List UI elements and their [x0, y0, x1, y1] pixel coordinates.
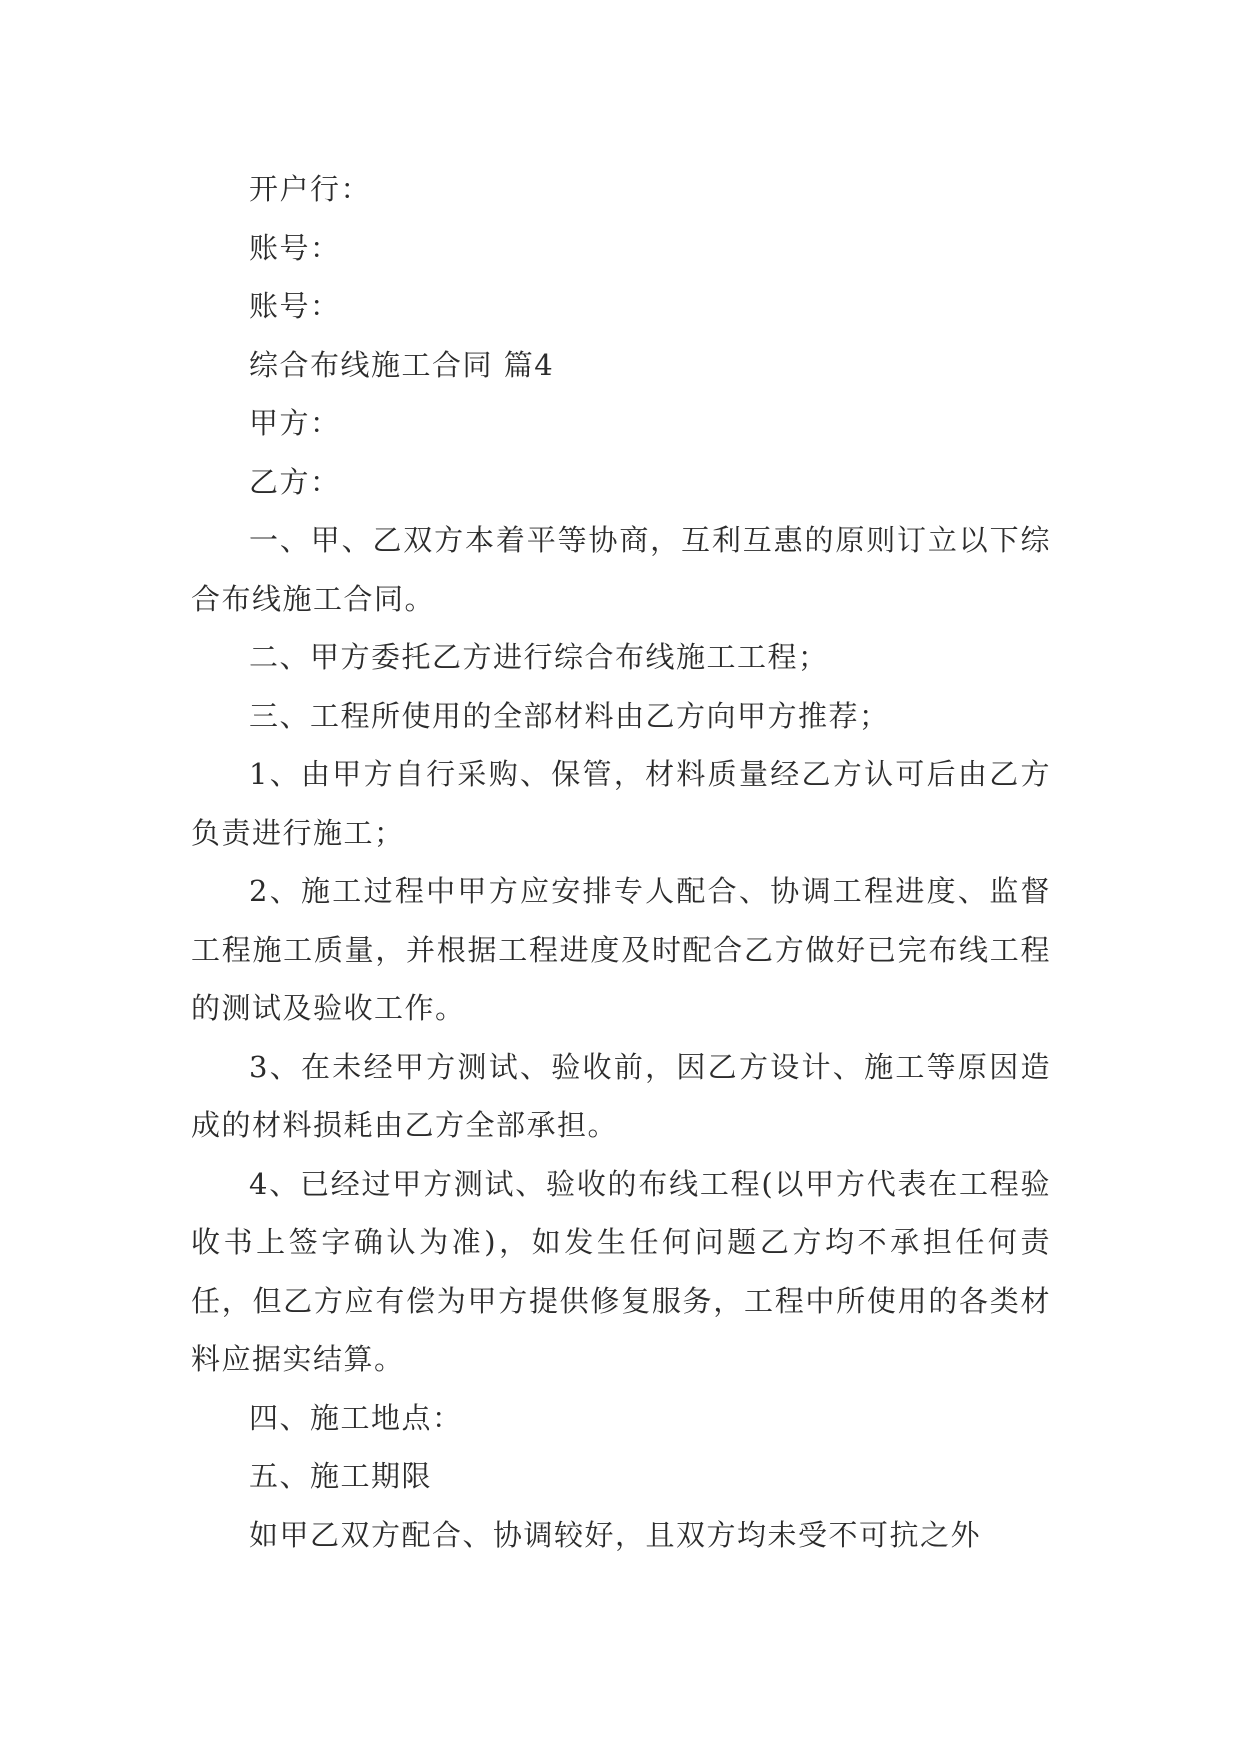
- party-a-line: 甲方：: [249, 406, 341, 440]
- clause-3-item-4: 4、已经过甲方测试、验收的布线工程(以甲方代表在工程验收书上签字确认为准)，如发生任何问题乙方均不承担任何责任，但乙方应有偿为甲方提供修复服务，工程中所使用的各类材料应据实结算。: [191, 1166, 1051, 1376]
- account-line-1: 账号：: [249, 230, 341, 265]
- account-line-2: 账号：: [249, 289, 341, 323]
- clause-4: 四、施工地点：: [249, 1400, 463, 1435]
- clause-1: 一、甲、乙双方本着平等协商，互利互惠的原则订立以下综合布线施工合同。: [191, 523, 1051, 616]
- clause-2: 二、甲方委托乙方进行综合布线施工工程；: [249, 640, 829, 674]
- clause-3: 三、工程所使用的全部材料由乙方向甲方推荐；: [249, 698, 890, 733]
- document-body: [191, 160, 1051, 1564]
- clause-3-item-2: 2、施工过程中甲方应安排专人配合、协调工程进度、监督工程施工质量，并根据工程进度及时配合乙方做好已完布线工程的测试及验收工作。: [191, 874, 1051, 1025]
- clause-3-item-3: 3、在未经甲方测试、验收前，因乙方设计、施工等原因造成的材料损耗由乙方全部承担。: [191, 1049, 1051, 1142]
- clause-5: 五、施工期限: [249, 1459, 433, 1493]
- party-b-line: 乙方：: [249, 464, 341, 499]
- clause-5-text: 如甲乙双方配合、协调较好，且双方均未受不可抗之外: [249, 1517, 982, 1552]
- section-title: 综合布线施工合同 篇4: [249, 347, 555, 382]
- bank-line: 开户行：: [249, 172, 372, 206]
- clause-3-item-1: 1、由甲方自行采购、保管，材料质量经乙方认可后由乙方负责进行施工；: [191, 757, 1051, 850]
